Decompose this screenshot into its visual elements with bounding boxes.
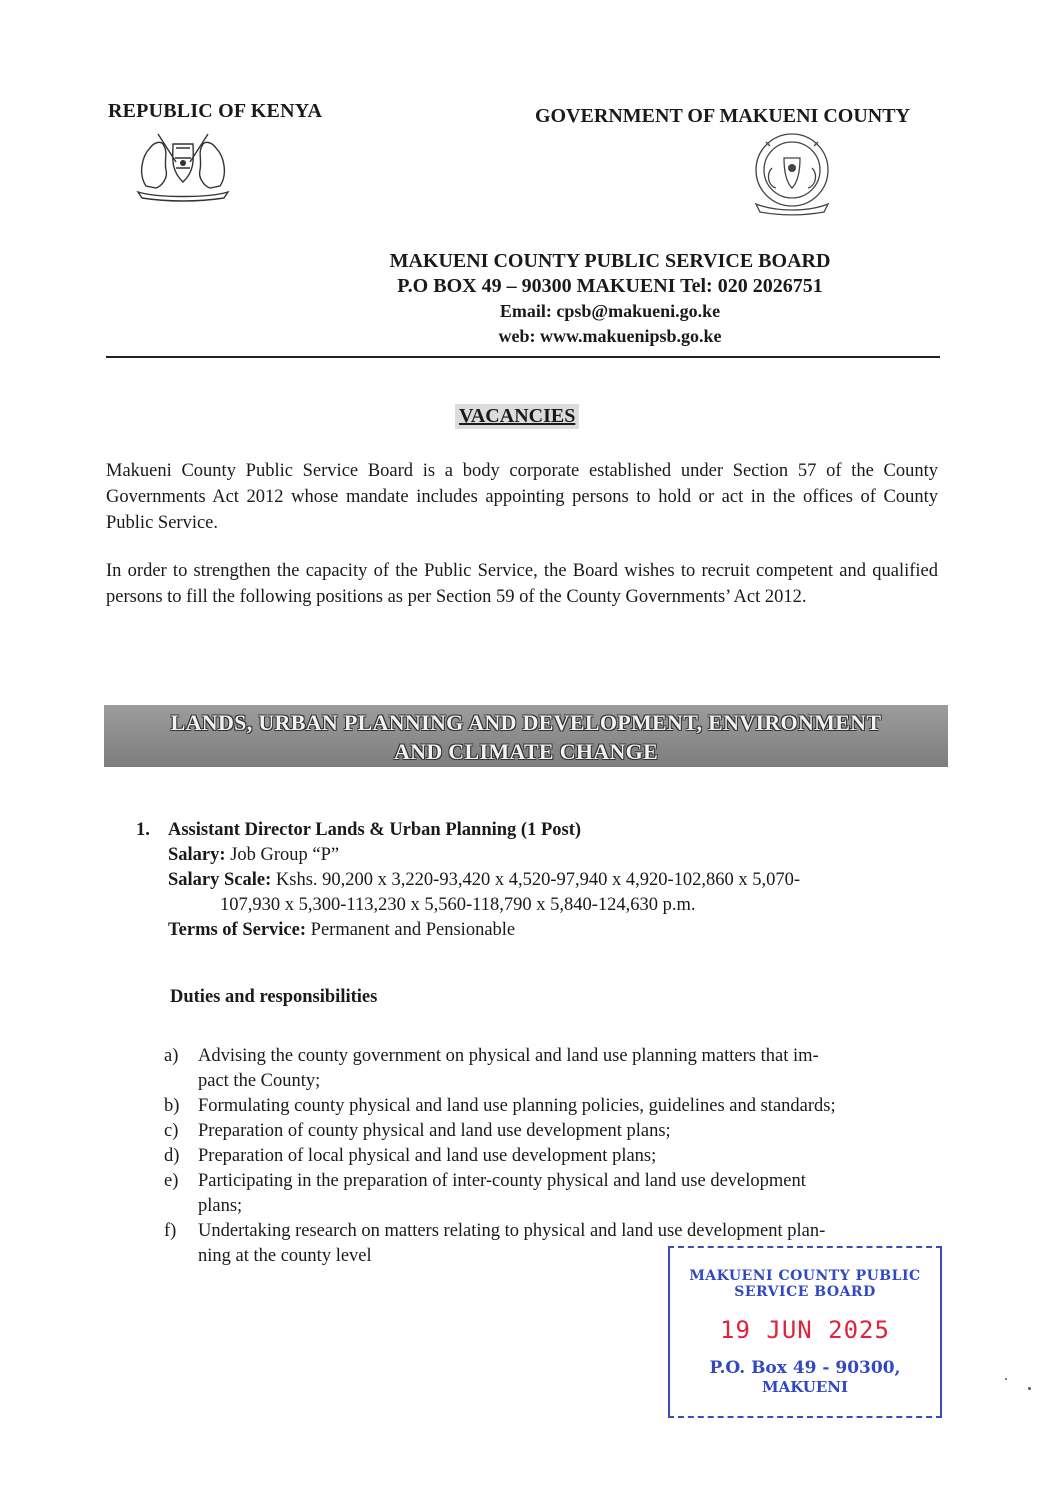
- list-item-letter: d): [164, 1146, 180, 1166]
- list-item: [164, 1044, 944, 1094]
- salary-scale-value-1: Kshs. 90,200 x 3,220-93,420 x 4,520-97,940 x 4,920-102,860 x 5,070-: [275, 870, 801, 890]
- list-item-text: Participating in the preparation of inter-county physical and land use development: [198, 1171, 806, 1191]
- salary-scale-line: [168, 868, 936, 893]
- board-web: web: www.makuenipsb.go.ke: [498, 326, 722, 346]
- board-email: Email: cpsb@makueni.go.ke: [499, 301, 721, 321]
- list-item-text: Advising the county government on physical and land use planning matters that im-: [198, 1046, 819, 1066]
- stamp-date: 19 JUN 2025: [720, 1316, 890, 1344]
- department-banner-line-1: LANDS, URBAN PLANNING AND DEVELOPMENT, ENVIRONMENT: [170, 710, 882, 735]
- terms-value: Permanent and Pensionable: [310, 920, 516, 940]
- list-item-text-cont: pact the County;: [198, 1071, 321, 1091]
- list-item-letter: a): [164, 1046, 179, 1066]
- salary-line: [168, 843, 936, 868]
- list-item-text-cont: plans;: [198, 1196, 243, 1216]
- stamp-line-3: P.O. Box 49 - 90300,: [709, 1358, 901, 1378]
- board-address: P.O BOX 49 – 90300 MAKUENI Tel: 020 2026751: [397, 275, 823, 297]
- county-seal-icon: [736, 128, 848, 216]
- salary-scale-value-2: 107,930 x 5,300-113,230 x 5,560-118,790 x 5,840-124,630 p.m.: [220, 895, 696, 915]
- stamp-line-2: SERVICE BOARD: [734, 1284, 876, 1300]
- salary-label: Salary:: [168, 845, 226, 865]
- republic-title: REPUBLIC OF KENYA: [108, 100, 323, 122]
- job-number: 1.: [136, 820, 150, 840]
- vacancies-heading: VACANCIES: [455, 404, 579, 429]
- intro-paragraph-2: In order to strengthen the capacity of the Public Service, the Board wishes to recruit competent and qualified persons to fill the following positions as per Section 59 of the County Governments’ Act 2012.: [106, 561, 938, 607]
- list-item: [164, 1119, 944, 1144]
- list-item-text: Preparation of local physical and land use development plans;: [198, 1146, 657, 1166]
- stamp-line-4: MAKUENI: [762, 1378, 848, 1396]
- list-item-letter: e): [164, 1171, 179, 1191]
- list-item: [164, 1169, 944, 1219]
- received-stamp: [668, 1246, 942, 1418]
- scan-speck: [1005, 1378, 1007, 1380]
- stamp-line-1: MAKUENI COUNTY PUBLIC: [689, 1268, 921, 1284]
- list-item-text: Formulating county physical and land use planning policies, guidelines and standards;: [198, 1096, 836, 1116]
- county-government-title: GOVERNMENT OF MAKUENI COUNTY: [535, 105, 911, 127]
- intro-paragraph-1: Makueni County Public Service Board is a body corporate established under Section 57 of the County Governments Act 2012 whose mandate includes appointing persons to hold or act in the offices of County Public Service.: [106, 461, 938, 533]
- list-item-letter: c): [164, 1121, 179, 1141]
- salary-scale-label: Salary Scale:: [168, 870, 272, 890]
- duties-list: [164, 1044, 944, 1269]
- job-title: Assistant Director Lands & Urban Planning (1 Post): [168, 820, 582, 840]
- header-divider: [106, 356, 940, 358]
- list-item: [164, 1094, 944, 1119]
- coat-of-arms-icon: [128, 126, 238, 202]
- duties-heading: Duties and responsibilities: [170, 987, 378, 1007]
- terms-line: [168, 918, 936, 943]
- list-item-letter: b): [164, 1096, 180, 1116]
- scan-speck: [1028, 1387, 1031, 1390]
- board-name: MAKUENI COUNTY PUBLIC SERVICE BOARD: [389, 250, 831, 272]
- job-posting: [136, 818, 936, 943]
- list-item: [164, 1144, 944, 1169]
- list-item-text-cont: ning at the county level: [198, 1246, 372, 1266]
- department-banner-line-2: AND CLIMATE CHANGE: [393, 739, 659, 764]
- list-item-text: Preparation of county physical and land use development plans;: [198, 1121, 671, 1141]
- terms-label: Terms of Service:: [168, 920, 307, 940]
- department-banner: [104, 705, 948, 767]
- list-item-text: Undertaking research on matters relating to physical and land use development plan-: [198, 1221, 826, 1241]
- list-item-letter: f): [164, 1221, 177, 1241]
- salary-value: Job Group “P”: [230, 845, 340, 865]
